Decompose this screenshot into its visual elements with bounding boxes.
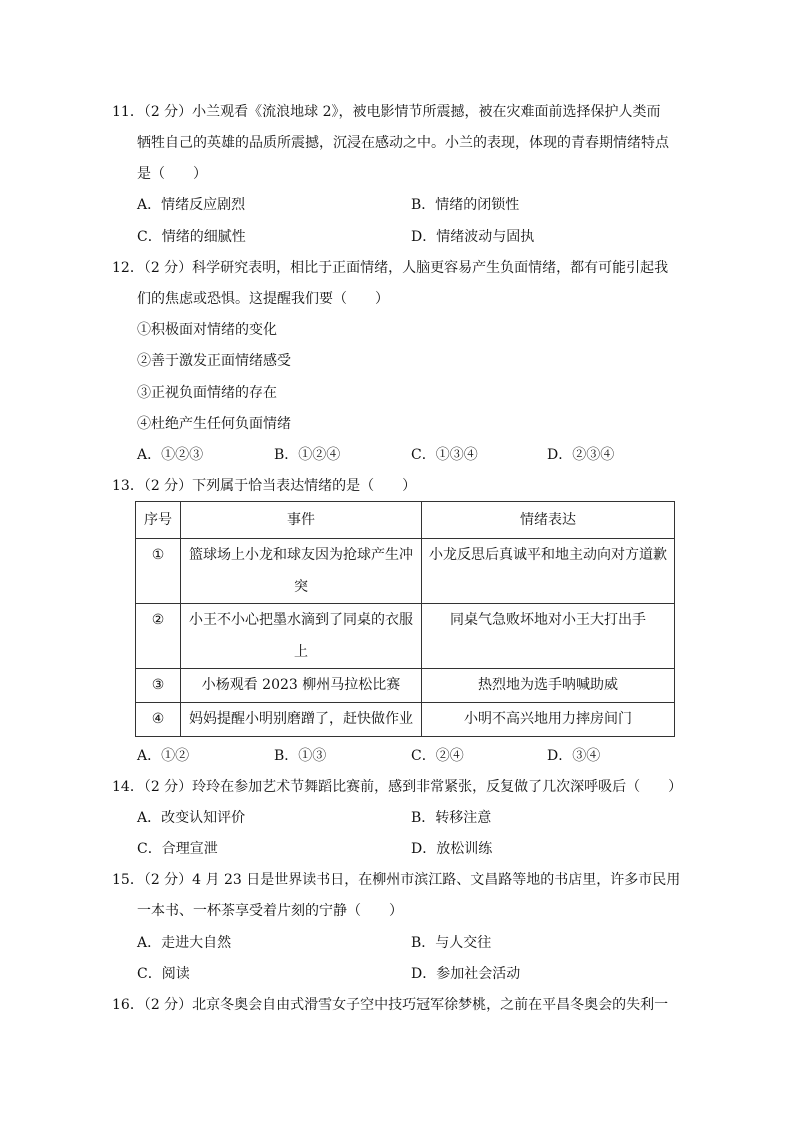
q14-stem-line1: 14．（2 分）玲玲在参加艺术节舞蹈比赛前，感到非常紧张，反复做了几次深呼吸后（ ）: [112, 779, 683, 795]
q12-item-3: ③正视负面情绪的存在: [137, 385, 277, 401]
table-header-expression: 情绪表达: [422, 502, 675, 539]
table-row: [136, 703, 675, 737]
q14-option-d: D．放松训练: [411, 841, 493, 857]
q14-option-c: C．合理宣泄: [137, 841, 218, 857]
table-cell-num: ④: [136, 703, 181, 737]
q16-stem-line1: 16．（2 分）北京冬奥会自由式滑雪女子空中技巧冠军徐梦桃，之前在平昌冬奥会的失利一: [112, 997, 669, 1013]
table-header-row: [136, 502, 675, 539]
q11-stem-line2: 牺牲自己的英雄的品质所震撼，沉浸在感动之中。小兰的表现，体现的青春期情绪特点: [137, 135, 669, 151]
table-cell-event: 小杨观看 2023 柳州马拉松比赛: [181, 669, 422, 703]
q14-option-b: B．转移注意: [411, 810, 492, 826]
table-row: [136, 539, 675, 604]
q15-option-a: A．走进大自然: [137, 935, 232, 951]
q12-option-a: A．①②③: [137, 447, 204, 463]
q12-stem-line2: 们的焦虑或恐惧。这提醒我们要（ ）: [137, 291, 389, 307]
q11-stem-line3: 是（ ）: [137, 166, 207, 182]
table-row: [136, 669, 675, 703]
q11-option-a: A．情绪反应剧烈: [137, 197, 246, 213]
table-row: [136, 604, 675, 669]
q13-stem-line1: 13．（2 分）下列属于恰当表达情绪的是（ ）: [112, 478, 417, 494]
q15-option-c: C．阅读: [137, 966, 190, 982]
table-cell-num: ③: [136, 669, 181, 703]
q13-option-a: A．①②: [137, 748, 190, 764]
table-cell-event: 小王不小心把墨水滴到了同桌的衣服上: [181, 604, 422, 669]
table-cell-expression: 小龙反思后真诚平和地主动向对方道歉: [422, 539, 675, 604]
table-cell-expression: 小明不高兴地用力摔房间门: [422, 703, 675, 737]
q12-item-2: ②善于激发正面情绪感受: [137, 353, 291, 369]
q12-item-1: ①积极面对情绪的变化: [137, 322, 277, 338]
table-cell-event: 妈妈提醒小明别磨蹭了，赶快做作业: [181, 703, 422, 737]
q11-option-c: C．情绪的细腻性: [137, 229, 246, 245]
q15-option-b: B．与人交往: [411, 935, 492, 951]
q12-item-4: ④杜绝产生任何负面情绪: [137, 416, 291, 432]
q11-stem-line1: 11．（2 分）小兰观看《流浪地球 2》，被电影情节所震撼，被在灾难面前选择保护人类而: [112, 104, 661, 120]
table-cell-num: ②: [136, 604, 181, 669]
table-cell-expression: 同桌气急败坏地对小王大打出手: [422, 604, 675, 669]
table-cell-event: 篮球场上小龙和球友因为抢球产生冲突: [181, 539, 422, 604]
q12-option-b: B．①②④: [274, 447, 341, 463]
q15-stem-line2: 一本书、一杯茶享受着片刻的宁静（ ）: [137, 903, 403, 919]
table-header-event: 事件: [181, 502, 422, 539]
q11-option-b: B．情绪的闭锁性: [411, 197, 520, 213]
table-header-num: 序号: [136, 502, 181, 539]
q12-option-d: D．②③④: [547, 447, 615, 463]
emotion-table: [135, 501, 675, 737]
q12-stem-line1: 12．（2 分）科学研究表明，相比于正面情绪，人脑更容易产生负面情绪，都有可能引起我: [112, 260, 669, 276]
q15-stem-line1: 15．（2 分）4 月 23 日是世界读书日，在柳州市滨江路、文昌路等地的书店里，许多市民用: [112, 872, 681, 888]
q12-option-c: C．①③④: [411, 447, 478, 463]
q11-option-d: D．情绪波动与固执: [411, 229, 535, 245]
table-cell-expression: 热烈地为选手呐喊助威: [422, 669, 675, 703]
q13-option-b: B．①③: [274, 748, 327, 764]
q13-option-d: D．③④: [547, 748, 601, 764]
q14-option-a: A．改变认知评价: [137, 810, 246, 826]
q13-option-c: C．②④: [411, 748, 464, 764]
table-cell-num: ①: [136, 539, 181, 604]
q15-option-d: D．参加社会活动: [411, 966, 521, 982]
